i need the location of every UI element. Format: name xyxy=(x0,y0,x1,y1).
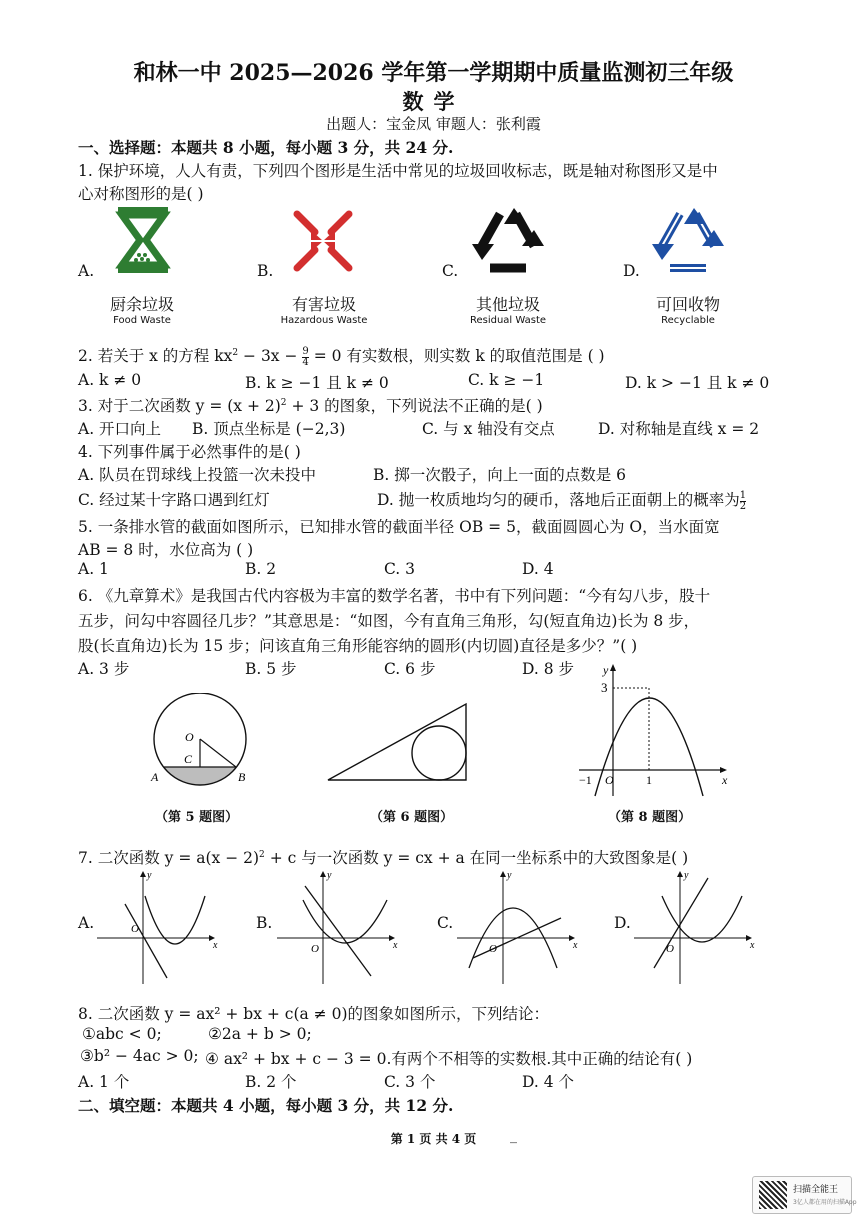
q5-stem-line2: AB = 8 时，水位高为 ( ) xyxy=(78,541,254,559)
q6-stem-line1: 6. 《九章算术》是我国古代内容极为丰富的数学名著，书中有下列问题：“今有勾八步，股十 xyxy=(78,587,711,605)
label-c: C xyxy=(184,752,193,766)
q7-exponent: 2 xyxy=(259,849,265,860)
q2-frac-num: 9 xyxy=(302,345,309,357)
q5-stem-line1: 5. 一条排水管的截面如图所示，已知排水管的截面半径 OB = 5，截面圆圆心为 O，当水面宽 xyxy=(78,518,720,536)
q3-option: C. 与 x 轴没有交点 xyxy=(422,420,555,438)
q3-stem-b: + 3 的图象，下列说法不正确的是( ) xyxy=(286,397,543,415)
q6-option: D. 8 步 xyxy=(522,660,575,678)
q6-option: B. 5 步 xyxy=(245,660,297,678)
q7-option-letter: D. xyxy=(614,914,631,932)
q8-option: C. 3 个 xyxy=(384,1073,436,1091)
q2-stem-c: = 0 有实数根，则实数 k 的取值范围是 ( ) xyxy=(308,347,605,365)
q2-option: B. k ≥ −1 且 k ≠ 0 xyxy=(245,374,389,392)
q2-option: A. k ≠ 0 xyxy=(78,371,142,389)
q7-graph-c xyxy=(455,868,585,988)
q3-option: A. 开口向上 xyxy=(78,420,162,438)
figure-6-caption: （第 6 题图） xyxy=(370,810,454,825)
q8-conclusion: ①abc < 0; xyxy=(82,1025,162,1043)
q7-option-letter: C. xyxy=(437,914,454,932)
q2-stem-a: 2. 若关于 x 的方程 kx xyxy=(78,347,233,365)
q3-option: B. 顶点坐标是 (−2,3) xyxy=(192,420,346,438)
q7-stem-b: + c 与一次函数 y = cx + a 在同一坐标系中的大致图象是( ) xyxy=(264,849,689,867)
figure-6-triangle xyxy=(325,700,471,786)
q8-stem: 8. 二次函数 y = ax² + bx + c(a ≠ 0)的图象如图所示，下列结论： xyxy=(78,1005,550,1023)
sign-cn-b: 有害垃圾 xyxy=(291,295,356,314)
q8-option: B. 2 个 xyxy=(245,1073,297,1091)
axis-x: x xyxy=(750,940,755,951)
q4-option: A. 队员在罚球线上投篮一次未投中 xyxy=(78,466,317,484)
q6-stem-line3: 股(长直角边)长为 15 步；问该直角三角形能容纳的圆形(内切圆)直径是多少？”( ) xyxy=(78,637,638,655)
sign-label-a xyxy=(57,292,227,326)
authors-line: 出题人：宝金凤 审题人：张利霞 xyxy=(326,115,541,133)
q8-option: D. 4 个 xyxy=(522,1073,575,1091)
q2-stem-b: − 3x − xyxy=(238,347,303,365)
q8-conclusion: ③b² − 4ac > 0; xyxy=(80,1047,199,1065)
x-tick-1: 1 xyxy=(646,773,652,787)
section-heading: 二、填空题：本题共 4 小题，每小题 3 分，共 12 分. xyxy=(78,1096,454,1115)
q1-stem-line2: 心对称图形的是( ) xyxy=(78,185,204,203)
axis-origin: O xyxy=(489,943,497,955)
subject-title: 数学 xyxy=(402,89,465,114)
figure-5-pipe xyxy=(145,693,255,793)
sign-label-d xyxy=(603,292,773,326)
sign-label-b xyxy=(239,292,409,326)
q1-option-letter: A. xyxy=(78,262,95,280)
y-axis-label: y xyxy=(603,663,609,677)
axis-x: x xyxy=(573,940,578,951)
recyclable-icon xyxy=(650,206,726,276)
sign-cn-c: 其他垃圾 xyxy=(475,295,540,314)
q2-option: D. k > −1 且 k ≠ 0 xyxy=(625,374,770,392)
q7-option-letter: A. xyxy=(78,914,95,932)
page-number: 第 1 页 共 4 页 xyxy=(390,1132,477,1146)
q3-stem xyxy=(78,394,543,416)
q1-option-letter: C. xyxy=(442,262,459,280)
scanner-sublabel: 3亿人都在用的扫描App xyxy=(793,1199,857,1206)
sign-label-c xyxy=(423,292,593,326)
figure-5-caption: （第 5 题图） xyxy=(155,810,239,825)
food-waste-icon xyxy=(110,205,176,275)
q7-graph-a xyxy=(95,868,225,988)
q4-option: C. 经过某十字路口遇到红灯 xyxy=(78,491,270,509)
sign-cn-d: 可回收物 xyxy=(655,295,720,314)
q1-option-letter: D. xyxy=(623,262,640,280)
section-heading: 一、选择题：本题共 8 小题，每小题 3 分，共 24 分. xyxy=(78,138,454,157)
footer-dash: _ xyxy=(510,1128,517,1144)
q4-frac-num: 1 xyxy=(739,489,747,501)
q6-option: A. 3 步 xyxy=(78,660,130,678)
q5-option: A. 1 xyxy=(78,560,109,578)
axis-origin: O xyxy=(311,943,319,955)
q7-stem-a: 7. 二次函数 y = a(x − 2) xyxy=(78,849,260,867)
figure-8-parabola xyxy=(575,660,735,800)
sign-en-b: Hazardous Waste xyxy=(280,315,368,326)
hazardous-waste-icon xyxy=(289,208,357,274)
q2-stem xyxy=(78,344,605,368)
residual-waste-icon xyxy=(470,206,546,276)
q8-conclusion: ②2a + b > 0; xyxy=(208,1025,312,1043)
q5-option: C. 3 xyxy=(384,560,416,578)
q1-option-letter: B. xyxy=(257,262,274,280)
q3-option: D. 对称轴是直线 x = 2 xyxy=(598,420,760,438)
sign-en-d: Recyclable xyxy=(661,315,715,326)
sign-cn-a: 厨余垃圾 xyxy=(109,295,174,314)
scanner-watermark xyxy=(752,1176,857,1214)
q1-stem-line1: 1. 保护环境，人人有责，下列四个图形是生活中常见的垃圾回收标志，既是轴对称图形又是中 xyxy=(78,162,718,180)
q4-option-d xyxy=(377,488,746,512)
axis-y: y xyxy=(507,870,512,881)
sign-en-a: Food Waste xyxy=(113,315,171,326)
scanner-label: 扫描全能王 xyxy=(793,1185,839,1195)
incircle xyxy=(412,726,466,780)
qr-code-icon xyxy=(759,1181,787,1209)
q5-option: D. 4 xyxy=(522,560,554,578)
q7-option-letter: B. xyxy=(256,914,273,932)
q3-exponent: 2 xyxy=(280,397,287,408)
q4-fraction xyxy=(740,491,746,512)
q6-option: C. 6 步 xyxy=(384,660,436,678)
q4-option-d-text: D. 抛一枚质地均匀的硬币，落地后正面朝上的概率为 xyxy=(377,491,740,509)
q5-option: B. 2 xyxy=(245,560,277,578)
y-tick-3: 3 xyxy=(601,680,608,695)
axis-x: x xyxy=(393,940,398,951)
q2-frac-den: 4 xyxy=(302,356,309,368)
label-b: B xyxy=(238,770,246,784)
q7-graph-d xyxy=(632,868,762,988)
q8-conclusion: ④ ax² + bx + c − 3 = 0.有两个不相等的实数根.其中正确的结论有( ) xyxy=(205,1050,693,1068)
axis-y: y xyxy=(147,870,152,881)
figure-8-caption: （第 8 题图） xyxy=(608,810,692,825)
axis-y: y xyxy=(684,870,689,881)
q7-graph-b xyxy=(275,868,405,988)
label-o: O xyxy=(185,730,194,744)
x-axis-label: x xyxy=(722,773,728,787)
axis-x: x xyxy=(213,940,218,951)
water-region xyxy=(164,767,236,784)
q2-exponent: 2 xyxy=(232,347,239,358)
q4-option: B. 掷一次骰子，向上一面的点数是 6 xyxy=(373,466,627,484)
q8-option: A. 1 个 xyxy=(78,1073,130,1091)
q4-stem: 4. 下列事件属于必然事件的是( ) xyxy=(78,443,301,461)
axis-origin: O xyxy=(131,923,139,935)
origin-label: O xyxy=(605,773,614,787)
exam-title: 和林一中 2025—2026 学年第一学期期中质量监测初三年级 xyxy=(133,60,734,86)
q6-stem-line2: 五步，问勾中容圆径几步？”其意思是：“如图，今有直角三角形，勾(短直角边)长为 8 步， xyxy=(78,612,700,630)
sign-en-c: Residual Waste xyxy=(469,315,547,326)
x-tick-neg1: −1 xyxy=(579,773,592,787)
q4-frac-den: 2 xyxy=(739,500,747,512)
q7-stem xyxy=(78,846,688,868)
label-a: A xyxy=(151,770,159,784)
axis-y: y xyxy=(327,870,332,881)
axis-origin: O xyxy=(666,943,674,955)
q3-stem-a: 3. 对于二次函数 y = (x + 2) xyxy=(78,397,281,415)
q2-option: C. k ≥ −1 xyxy=(468,371,545,389)
